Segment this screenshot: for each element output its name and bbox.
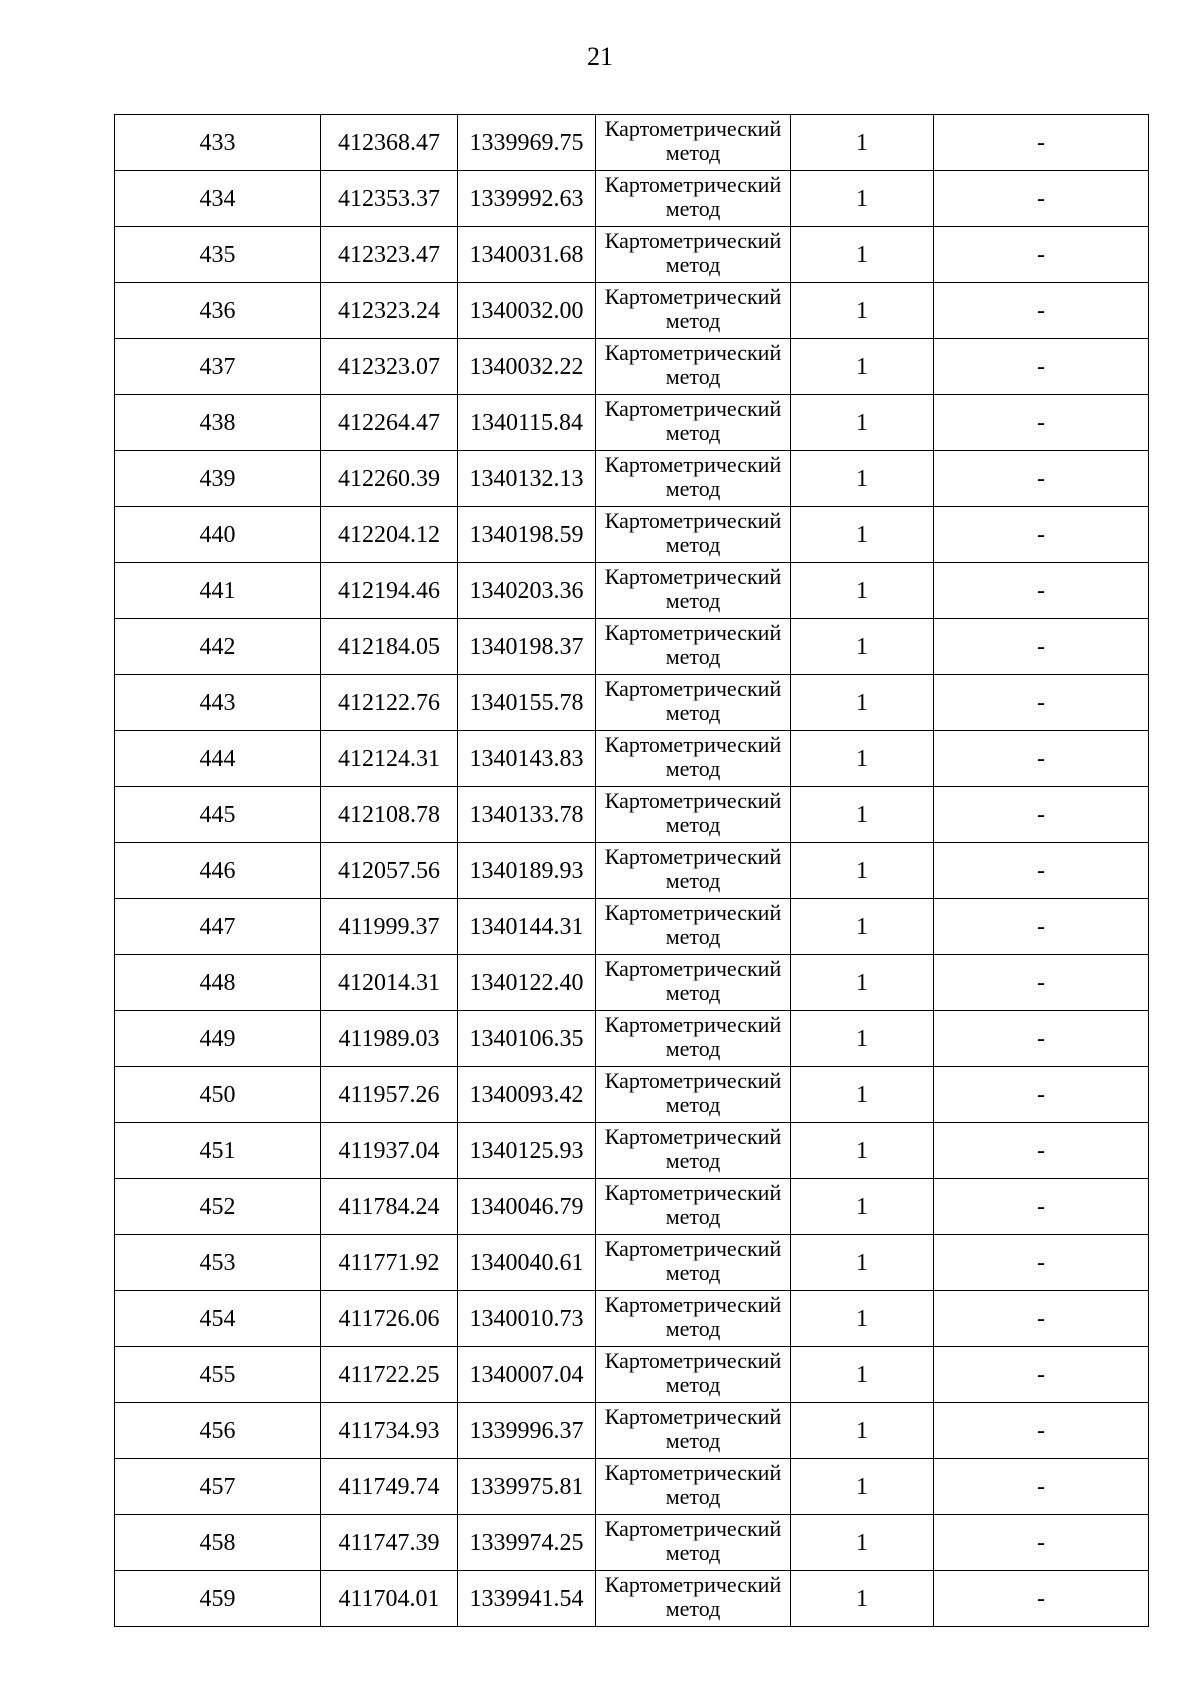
- x-coordinate-cell: 411784.24: [321, 1179, 458, 1235]
- method-text: метод: [665, 1484, 721, 1509]
- method-text: Картометрический: [604, 1292, 782, 1317]
- method-cell: [596, 899, 791, 955]
- note-cell: -: [934, 339, 1149, 395]
- y-coordinate-cell: 1340122.40: [458, 955, 596, 1011]
- y-coordinate-cell: 1340106.35: [458, 1011, 596, 1067]
- point-number-cell: 446: [115, 843, 321, 899]
- note-cell: -: [934, 563, 1149, 619]
- table-row: [115, 1235, 1149, 1291]
- method-text: метод: [665, 1596, 721, 1621]
- method-cell: [596, 1403, 791, 1459]
- method-cell: [596, 563, 791, 619]
- method-text: метод: [665, 756, 721, 781]
- x-coordinate-cell: 412124.31: [321, 731, 458, 787]
- method-cell: [596, 1515, 791, 1571]
- y-coordinate-cell: 1340115.84: [458, 395, 596, 451]
- note-cell: -: [934, 675, 1149, 731]
- accuracy-cell: 1: [791, 1291, 934, 1347]
- method-text: Картометрический: [604, 788, 782, 813]
- method-text: Картометрический: [604, 228, 782, 253]
- method-text: Картометрический: [604, 1516, 782, 1541]
- y-coordinate-cell: 1339974.25: [458, 1515, 596, 1571]
- x-coordinate-cell: 412057.56: [321, 843, 458, 899]
- method-text: Картометрический: [604, 844, 782, 869]
- accuracy-cell: 1: [791, 787, 934, 843]
- y-coordinate-cell: 1340031.68: [458, 227, 596, 283]
- method-cell: [596, 451, 791, 507]
- method-text: Картометрический: [604, 284, 782, 309]
- method-text: Картометрический: [604, 1180, 782, 1205]
- y-coordinate-cell: 1340125.93: [458, 1123, 596, 1179]
- method-cell: [596, 1459, 791, 1515]
- method-cell: [596, 227, 791, 283]
- point-number-cell: 434: [115, 171, 321, 227]
- table-row: [115, 227, 1149, 283]
- method-cell: [596, 1011, 791, 1067]
- method-text: Картометрический: [604, 620, 782, 645]
- method-text: Картометрический: [604, 340, 782, 365]
- point-number-cell: 459: [115, 1571, 321, 1627]
- note-cell: -: [934, 1291, 1149, 1347]
- method-text: Картометрический: [604, 452, 782, 477]
- note-cell: -: [934, 1011, 1149, 1067]
- method-text: метод: [665, 1036, 721, 1061]
- note-cell: -: [934, 955, 1149, 1011]
- method-text: метод: [665, 1316, 721, 1341]
- accuracy-cell: 1: [791, 1347, 934, 1403]
- note-cell: -: [934, 1179, 1149, 1235]
- note-cell: -: [934, 731, 1149, 787]
- x-coordinate-cell: 412122.76: [321, 675, 458, 731]
- x-coordinate-cell: 411937.04: [321, 1123, 458, 1179]
- y-coordinate-cell: 1340144.31: [458, 899, 596, 955]
- method-text: метод: [665, 644, 721, 669]
- note-cell: -: [934, 1459, 1149, 1515]
- point-number-cell: 447: [115, 899, 321, 955]
- method-cell: [596, 675, 791, 731]
- accuracy-cell: 1: [791, 955, 934, 1011]
- accuracy-cell: 1: [791, 675, 934, 731]
- method-text: Картометрический: [604, 1460, 782, 1485]
- x-coordinate-cell: 412264.47: [321, 395, 458, 451]
- method-text: метод: [665, 1148, 721, 1173]
- point-number-cell: 444: [115, 731, 321, 787]
- y-coordinate-cell: 1340198.37: [458, 619, 596, 675]
- note-cell: -: [934, 283, 1149, 339]
- point-number-cell: 440: [115, 507, 321, 563]
- method-cell: [596, 1291, 791, 1347]
- point-number-cell: 457: [115, 1459, 321, 1515]
- point-number-cell: 437: [115, 339, 321, 395]
- accuracy-cell: 1: [791, 563, 934, 619]
- y-coordinate-cell: 1340093.42: [458, 1067, 596, 1123]
- point-number-cell: 456: [115, 1403, 321, 1459]
- y-coordinate-cell: 1339992.63: [458, 171, 596, 227]
- y-coordinate-cell: 1340040.61: [458, 1235, 596, 1291]
- method-text: Картометрический: [604, 1124, 782, 1149]
- table-row: [115, 1179, 1149, 1235]
- table-row: [115, 1347, 1149, 1403]
- x-coordinate-cell: 411747.39: [321, 1515, 458, 1571]
- method-text: метод: [665, 1540, 721, 1565]
- method-cell: [596, 283, 791, 339]
- method-text: метод: [665, 868, 721, 893]
- x-coordinate-cell: 412014.31: [321, 955, 458, 1011]
- method-cell: [596, 1235, 791, 1291]
- accuracy-cell: 1: [791, 899, 934, 955]
- method-cell: [596, 955, 791, 1011]
- method-cell: [596, 1179, 791, 1235]
- table-row: [115, 619, 1149, 675]
- point-number-cell: 448: [115, 955, 321, 1011]
- table-row: [115, 171, 1149, 227]
- method-text: Картометрический: [604, 956, 782, 981]
- accuracy-cell: 1: [791, 171, 934, 227]
- table-row: [115, 843, 1149, 899]
- method-text: метод: [665, 420, 721, 445]
- y-coordinate-cell: 1340155.78: [458, 675, 596, 731]
- y-coordinate-cell: 1340010.73: [458, 1291, 596, 1347]
- method-text: Картометрический: [604, 1572, 782, 1597]
- x-coordinate-cell: 412323.07: [321, 339, 458, 395]
- table-row: [115, 507, 1149, 563]
- method-cell: [596, 731, 791, 787]
- x-coordinate-cell: 412368.47: [321, 115, 458, 171]
- x-coordinate-cell: 412184.05: [321, 619, 458, 675]
- note-cell: -: [934, 1403, 1149, 1459]
- point-number-cell: 455: [115, 1347, 321, 1403]
- y-coordinate-cell: 1340032.00: [458, 283, 596, 339]
- y-coordinate-cell: 1340189.93: [458, 843, 596, 899]
- point-number-cell: 451: [115, 1123, 321, 1179]
- accuracy-cell: 1: [791, 339, 934, 395]
- accuracy-cell: 1: [791, 843, 934, 899]
- y-coordinate-cell: 1339975.81: [458, 1459, 596, 1515]
- method-cell: [596, 619, 791, 675]
- table-row: [115, 731, 1149, 787]
- table-row: [115, 115, 1149, 171]
- method-text: Картометрический: [604, 1404, 782, 1429]
- method-cell: [596, 1571, 791, 1627]
- point-number-cell: 442: [115, 619, 321, 675]
- y-coordinate-cell: 1340132.13: [458, 451, 596, 507]
- table-row: [115, 899, 1149, 955]
- x-coordinate-cell: 411771.92: [321, 1235, 458, 1291]
- table-row: [115, 787, 1149, 843]
- table-row: [115, 339, 1149, 395]
- accuracy-cell: 1: [791, 395, 934, 451]
- method-text: Картометрический: [604, 1012, 782, 1037]
- note-cell: -: [934, 507, 1149, 563]
- accuracy-cell: 1: [791, 1571, 934, 1627]
- table-row: [115, 675, 1149, 731]
- accuracy-cell: 1: [791, 283, 934, 339]
- accuracy-cell: 1: [791, 1515, 934, 1571]
- y-coordinate-cell: 1340198.59: [458, 507, 596, 563]
- method-text: Картометрический: [604, 1068, 782, 1093]
- y-coordinate-cell: 1339969.75: [458, 115, 596, 171]
- x-coordinate-cell: 411704.01: [321, 1571, 458, 1627]
- accuracy-cell: 1: [791, 115, 934, 171]
- x-coordinate-cell: 412323.24: [321, 283, 458, 339]
- x-coordinate-cell: 412108.78: [321, 787, 458, 843]
- coordinates-table-body: [115, 115, 1149, 1627]
- table-row: [115, 1515, 1149, 1571]
- accuracy-cell: 1: [791, 1123, 934, 1179]
- x-coordinate-cell: 411989.03: [321, 1011, 458, 1067]
- point-number-cell: 433: [115, 115, 321, 171]
- table-row: [115, 395, 1149, 451]
- table-row: [115, 1291, 1149, 1347]
- method-text: метод: [665, 308, 721, 333]
- accuracy-cell: 1: [791, 1235, 934, 1291]
- method-cell: [596, 395, 791, 451]
- y-coordinate-cell: 1340046.79: [458, 1179, 596, 1235]
- method-text: метод: [665, 1092, 721, 1117]
- note-cell: -: [934, 171, 1149, 227]
- note-cell: -: [934, 227, 1149, 283]
- page-number: 21: [587, 42, 613, 71]
- coordinates-table: [114, 114, 1149, 1627]
- method-text: Картометрический: [604, 900, 782, 925]
- point-number-cell: 436: [115, 283, 321, 339]
- table-row: [115, 1067, 1149, 1123]
- point-number-cell: 450: [115, 1067, 321, 1123]
- method-text: Картометрический: [604, 732, 782, 757]
- accuracy-cell: 1: [791, 451, 934, 507]
- y-coordinate-cell: 1340007.04: [458, 1347, 596, 1403]
- table-row: [115, 563, 1149, 619]
- x-coordinate-cell: 411957.26: [321, 1067, 458, 1123]
- method-text: Картометрический: [604, 564, 782, 589]
- x-coordinate-cell: 412353.37: [321, 171, 458, 227]
- accuracy-cell: 1: [791, 1459, 934, 1515]
- note-cell: -: [934, 1571, 1149, 1627]
- x-coordinate-cell: 411734.93: [321, 1403, 458, 1459]
- method-text: метод: [665, 924, 721, 949]
- note-cell: -: [934, 1347, 1149, 1403]
- accuracy-cell: 1: [791, 227, 934, 283]
- accuracy-cell: 1: [791, 619, 934, 675]
- x-coordinate-cell: 412260.39: [321, 451, 458, 507]
- method-text: метод: [665, 476, 721, 501]
- point-number-cell: 454: [115, 1291, 321, 1347]
- accuracy-cell: 1: [791, 731, 934, 787]
- point-number-cell: 449: [115, 1011, 321, 1067]
- table-row: [115, 1403, 1149, 1459]
- table-row: [115, 1011, 1149, 1067]
- x-coordinate-cell: 411749.74: [321, 1459, 458, 1515]
- table-row: [115, 1571, 1149, 1627]
- method-text: метод: [665, 532, 721, 557]
- note-cell: -: [934, 619, 1149, 675]
- note-cell: -: [934, 787, 1149, 843]
- point-number-cell: 458: [115, 1515, 321, 1571]
- y-coordinate-cell: 1339941.54: [458, 1571, 596, 1627]
- method-text: метод: [665, 364, 721, 389]
- method-text: Картометрический: [604, 1236, 782, 1261]
- note-cell: -: [934, 1515, 1149, 1571]
- method-text: метод: [665, 1260, 721, 1285]
- point-number-cell: 452: [115, 1179, 321, 1235]
- method-text: метод: [665, 980, 721, 1005]
- x-coordinate-cell: 412194.46: [321, 563, 458, 619]
- y-coordinate-cell: 1340133.78: [458, 787, 596, 843]
- accuracy-cell: 1: [791, 507, 934, 563]
- method-text: метод: [665, 812, 721, 837]
- x-coordinate-cell: 411722.25: [321, 1347, 458, 1403]
- method-text: метод: [665, 588, 721, 613]
- method-text: Картометрический: [604, 116, 782, 141]
- method-cell: [596, 1067, 791, 1123]
- point-number-cell: 438: [115, 395, 321, 451]
- method-cell: [596, 115, 791, 171]
- method-text: Картометрический: [604, 396, 782, 421]
- method-cell: [596, 1123, 791, 1179]
- method-cell: [596, 171, 791, 227]
- table-row: [115, 1459, 1149, 1515]
- point-number-cell: 441: [115, 563, 321, 619]
- note-cell: -: [934, 1123, 1149, 1179]
- method-text: метод: [665, 140, 721, 165]
- point-number-cell: 435: [115, 227, 321, 283]
- point-number-cell: 445: [115, 787, 321, 843]
- y-coordinate-cell: 1340032.22: [458, 339, 596, 395]
- table-row: [115, 451, 1149, 507]
- method-text: Картометрический: [604, 1348, 782, 1373]
- method-cell: [596, 787, 791, 843]
- accuracy-cell: 1: [791, 1179, 934, 1235]
- accuracy-cell: 1: [791, 1067, 934, 1123]
- x-coordinate-cell: 412323.47: [321, 227, 458, 283]
- note-cell: -: [934, 1067, 1149, 1123]
- method-text: метод: [665, 1372, 721, 1397]
- x-coordinate-cell: 412204.12: [321, 507, 458, 563]
- method-cell: [596, 339, 791, 395]
- method-text: метод: [665, 1204, 721, 1229]
- method-text: метод: [665, 1428, 721, 1453]
- method-cell: [596, 1347, 791, 1403]
- method-cell: [596, 507, 791, 563]
- method-text: Картометрический: [604, 508, 782, 533]
- accuracy-cell: 1: [791, 1403, 934, 1459]
- method-text: метод: [665, 196, 721, 221]
- note-cell: -: [934, 451, 1149, 507]
- note-cell: -: [934, 1235, 1149, 1291]
- x-coordinate-cell: 411726.06: [321, 1291, 458, 1347]
- note-cell: -: [934, 395, 1149, 451]
- note-cell: -: [934, 115, 1149, 171]
- method-text: Картометрический: [604, 676, 782, 701]
- table-row: [115, 1123, 1149, 1179]
- accuracy-cell: 1: [791, 1011, 934, 1067]
- point-number-cell: 443: [115, 675, 321, 731]
- point-number-cell: 453: [115, 1235, 321, 1291]
- y-coordinate-cell: 1340143.83: [458, 731, 596, 787]
- x-coordinate-cell: 411999.37: [321, 899, 458, 955]
- note-cell: -: [934, 899, 1149, 955]
- point-number-cell: 439: [115, 451, 321, 507]
- method-text: Картометрический: [604, 172, 782, 197]
- table-row: [115, 283, 1149, 339]
- method-cell: [596, 843, 791, 899]
- y-coordinate-cell: 1339996.37: [458, 1403, 596, 1459]
- method-text: метод: [665, 252, 721, 277]
- y-coordinate-cell: 1340203.36: [458, 563, 596, 619]
- table-row: [115, 955, 1149, 1011]
- note-cell: -: [934, 843, 1149, 899]
- method-text: метод: [665, 700, 721, 725]
